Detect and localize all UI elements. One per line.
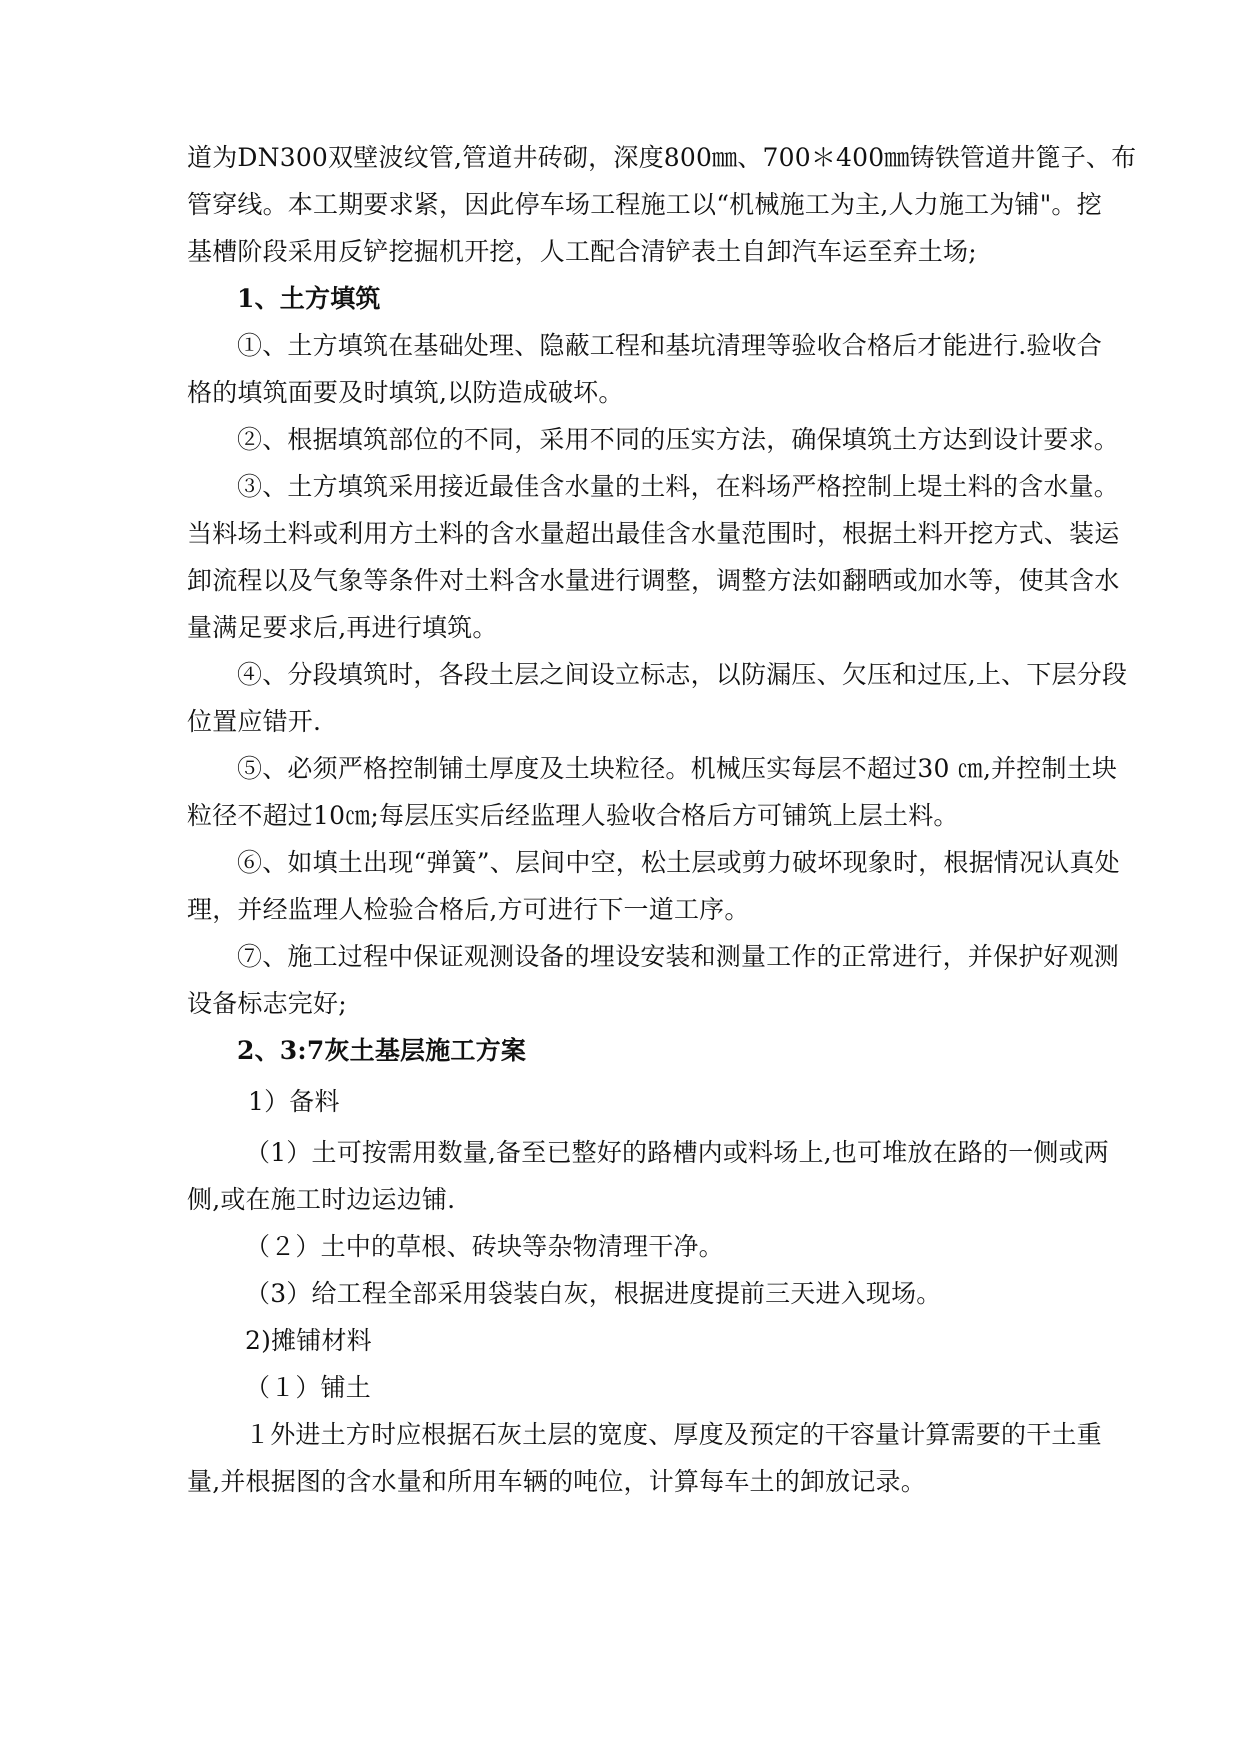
paragraph-line: 设备标志完好; xyxy=(187,989,347,1018)
paragraph-line: ⑥、如填土出现“弹簧”、层间中空，松土层或剪力破坏现象时，根据情况认真处 xyxy=(237,848,1120,877)
paragraph-line: 卸流程以及气象等条件对土料含水量进行调整，调整方法如翻晒或加水等，使其含水 xyxy=(187,566,1120,595)
paragraph-line: 基槽阶段采用反铲挖掘机开挖，人工配合清铲表土自卸汽车运至弃土场; xyxy=(187,237,977,266)
paragraph-line: １外进土方时应根据石灰土层的宽度、厚度及预定的干容量计算需要的干土重 xyxy=(245,1420,1102,1449)
subsection-heading: 2)摊铺材料 xyxy=(245,1326,372,1355)
paragraph-line: ⑤、必须严格控制铺土厚度及土块粒径。机械压实每层不超过30 ㎝,并控制土块 xyxy=(237,754,1118,783)
paragraph-line: ②、根据填筑部位的不同，采用不同的压实方法，确保填筑土方达到设计要求。 xyxy=(237,425,1120,454)
paragraph-line: 位置应错开. xyxy=(187,707,322,736)
paragraph-line: 理，并经监理人检验合格后,方可进行下一道工序。 xyxy=(187,895,750,924)
paragraph-line: ⑦、施工过程中保证观测设备的埋设安装和测量工作的正常进行，并保护好观测 xyxy=(237,942,1120,971)
paragraph-line: （1）土可按需用数量,备至已整好的路槽内或料场上,也可堆放在路的一侧或两 xyxy=(245,1138,1110,1167)
paragraph-line: 侧,或在施工时边运边铺. xyxy=(187,1185,456,1214)
paragraph-line: ④、分段填筑时，各段土层之间设立标志，以防漏压、欠压和过压,上、下层分段 xyxy=(237,660,1128,689)
paragraph-line: 格的填筑面要及时填筑,以防造成破坏。 xyxy=(187,378,624,407)
paragraph-line: 粒径不超过10㎝;每层压实后经监理人验收合格后方可铺筑上层土料。 xyxy=(187,801,959,830)
paragraph-line: 量满足要求后,再进行填筑。 xyxy=(187,613,498,642)
paragraph-line: （２）土中的草根、砖块等杂物清理干净。 xyxy=(245,1232,724,1261)
subsection-heading: 1）备料 xyxy=(248,1087,340,1116)
paragraph-line: （3）给工程全部采用袋装白灰，根据进度提前三天进入现场。 xyxy=(245,1279,942,1308)
paragraph-line: 管穿线。本工期要求紧，因此停车场工程施工以“机械施工为主,人力施工为铺"。挖 xyxy=(187,190,1102,219)
paragraph-line: ③、土方填筑采用接近最佳含水量的土料，在料场严格控制上堤土料的含水量。 xyxy=(237,472,1120,501)
section-heading: 2、3:7灰土基层施工方案 xyxy=(237,1036,527,1065)
paragraph-line: （１）铺土 xyxy=(245,1373,372,1402)
paragraph-line: 当料场土料或利用方土料的含水量超出最佳含水量范围时，根据土料开挖方式、装运 xyxy=(187,519,1120,548)
paragraph-line: 量,并根据图的含水量和所用车辆的吨位，计算每车土的卸放记录。 xyxy=(187,1467,926,1496)
paragraph-line: 道为DN300双壁波纹管,管道井砖砌，深度800㎜、700＊400㎜铸铁管道井篦子、布 xyxy=(187,143,1137,172)
section-heading: 1、土方填筑 xyxy=(237,284,381,313)
paragraph-line: ①、土方填筑在基础处理、隐蔽工程和基坑清理等验收合格后才能进行.验收合 xyxy=(237,331,1102,360)
